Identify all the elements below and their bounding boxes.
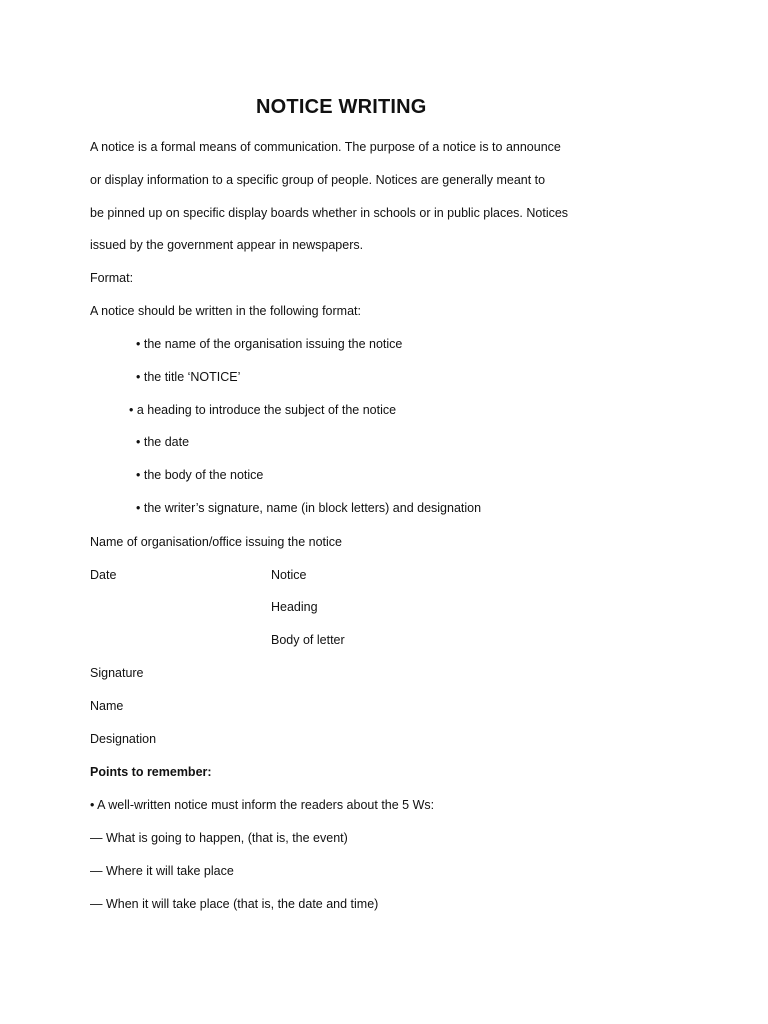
intro-line-3: be pinned up on specific display boards whether in schools or in public places. Notices (90, 206, 569, 220)
template-designation: Designation (90, 732, 157, 746)
intro-line-4: issued by the government appear in newspapers. (90, 238, 364, 252)
template-name: Name (90, 699, 124, 713)
intro-line-1: A notice is a formal means of communication. The purpose of a notice is to announce (90, 140, 561, 154)
point-item: • A well-written notice must inform the readers about the 5 Ws: (90, 798, 435, 812)
points-heading: Points to remember: (90, 765, 212, 779)
point-item: — When it will take place (that is, the date and time) (90, 897, 379, 911)
format-item: • the body of the notice (136, 468, 264, 482)
format-item: • the name of the organisation issuing the notice (136, 337, 403, 351)
format-intro: A notice should be written in the following format: (90, 304, 361, 318)
template-date: Date (90, 568, 117, 582)
format-item: • the date (136, 435, 190, 449)
format-item: • the title ‘NOTICE’ (136, 370, 241, 384)
template-body: Body of letter (271, 633, 345, 647)
page-title: NOTICE WRITING (256, 96, 427, 118)
template-org-line: Name of organisation/office issuing the notice (90, 535, 343, 549)
template-signature: Signature (90, 666, 144, 680)
point-item: — What is going to happen, (that is, the event) (90, 831, 348, 845)
template-heading: Heading (271, 600, 318, 614)
format-label: Format: (90, 271, 134, 285)
intro-line-2: or display information to a specific group of people. Notices are generally meant to (90, 173, 546, 187)
template-notice: Notice (271, 568, 307, 582)
format-item: • the writer’s signature, name (in block letters) and designation (136, 501, 482, 515)
format-item: • a heading to introduce the subject of the notice (129, 403, 397, 417)
point-item: — Where it will take place (90, 864, 234, 878)
